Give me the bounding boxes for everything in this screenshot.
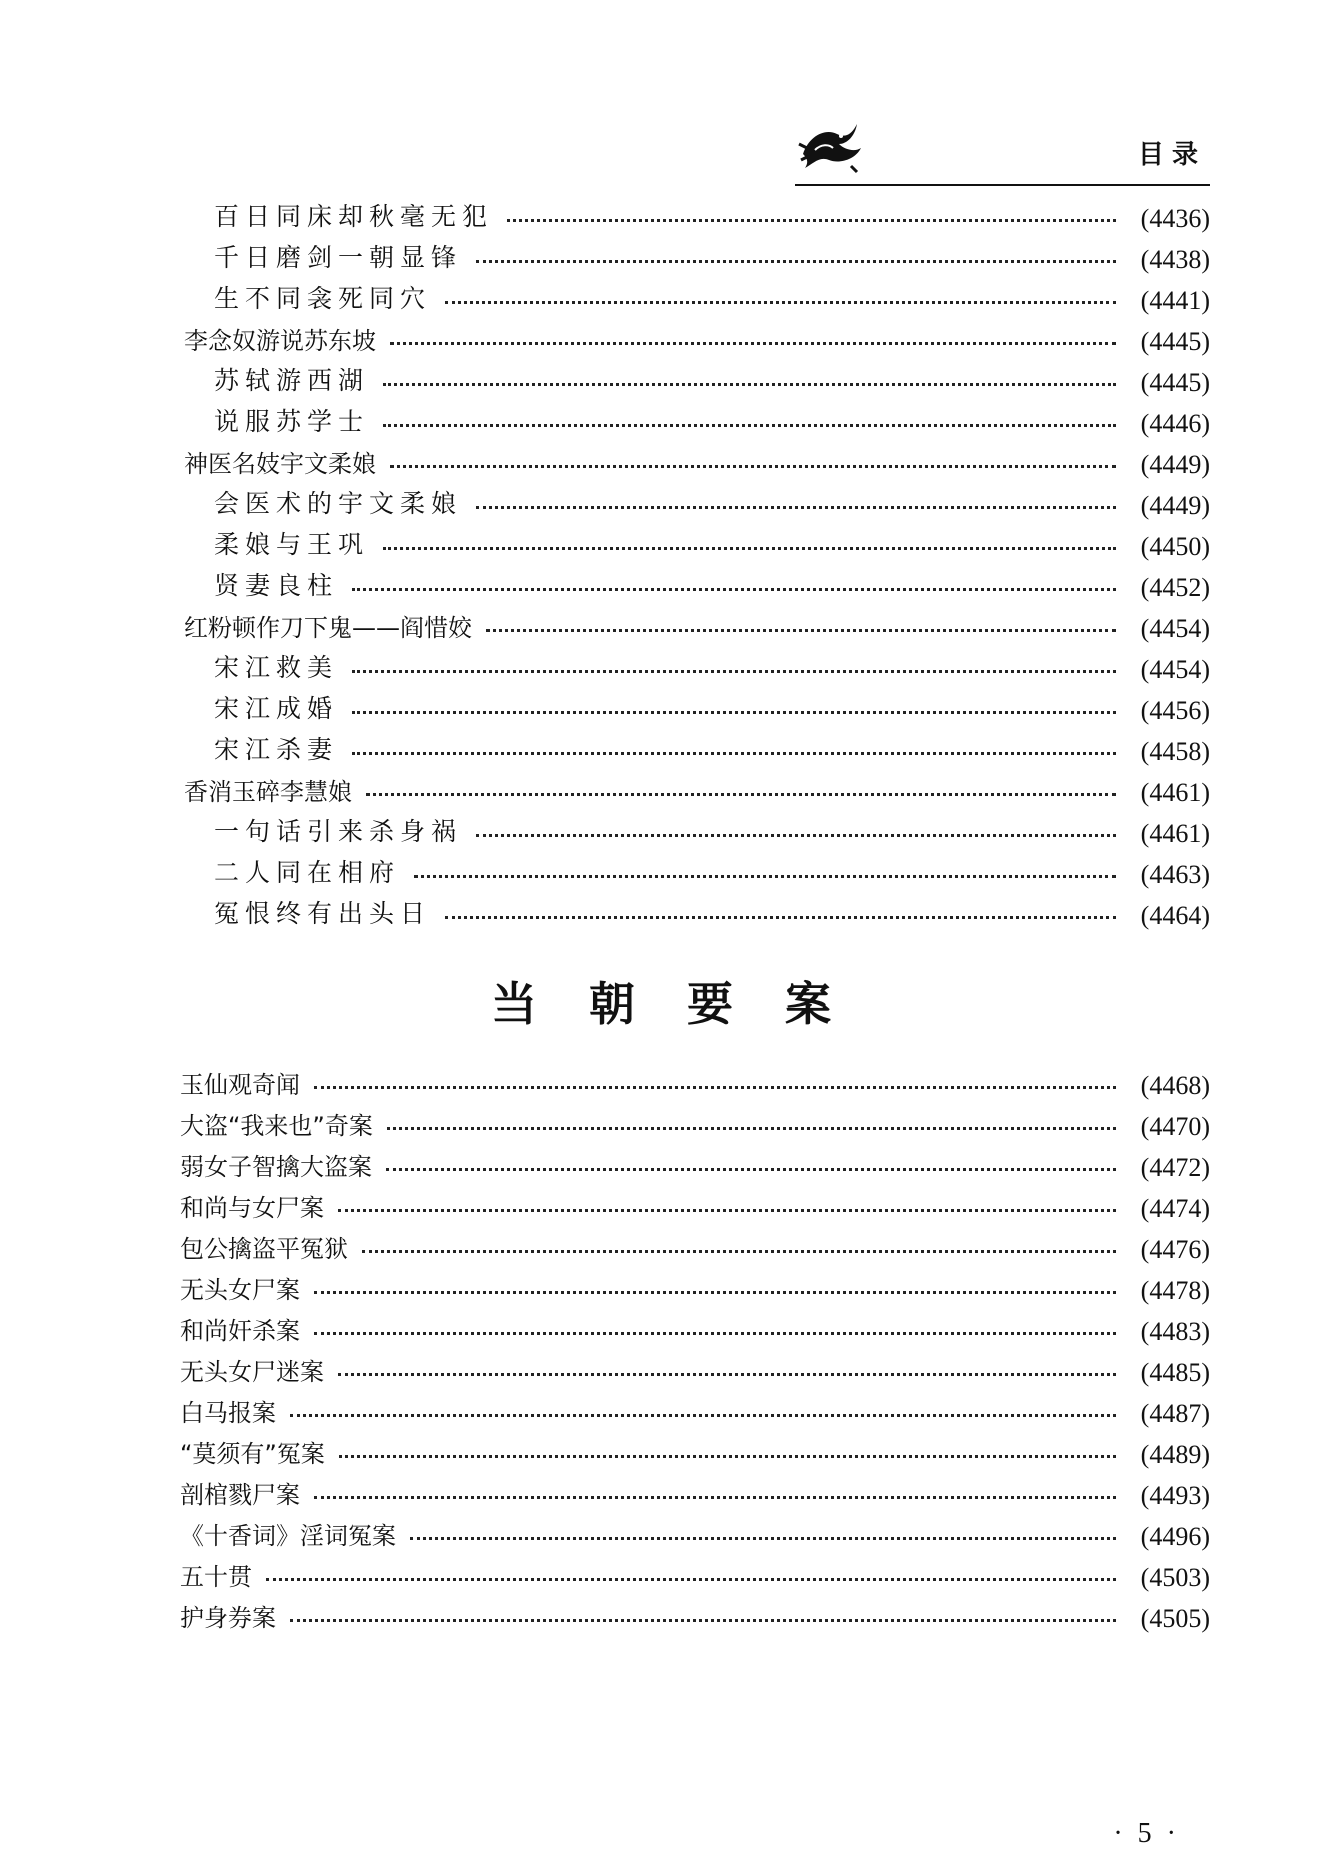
toc-entry-page: (4452) [1140,573,1210,602]
toc-entry-page: (4450) [1140,532,1210,561]
dot-leader [362,1250,1116,1253]
toc-entry-title: 千日磨剑一朝显锋 [214,243,463,272]
toc-entry-page: (4476) [1140,1235,1210,1264]
dot-leader [390,465,1116,468]
toc-entry-title: 柔娘与王巩 [214,530,370,559]
toc-entry-page: (4461) [1140,819,1210,848]
toc-entry [184,769,1210,809]
toc-entry [180,1390,1210,1430]
toc-entry-title: 玉仙观奇闻 [180,1070,300,1099]
dot-leader [366,793,1116,796]
toc-entry-page: (4454) [1140,655,1210,684]
page-title: 目录 [1137,140,1206,170]
toc-entry-title: 香消玉碎李慧娘 [184,777,352,806]
toc-entry-title: 《十香词》淫词冤案 [180,1521,396,1550]
toc-entry-page: (4468) [1140,1071,1210,1100]
toc-entry [184,441,1210,481]
dot-leader [352,670,1116,673]
toc-entry [214,359,1210,399]
toc-entry-title: 和尚与女尸案 [180,1193,324,1222]
toc-entry-title: 百日同床却秋毫无犯 [214,202,494,231]
toc-entry-title: 苏轼游西湖 [214,366,370,395]
toc-entry-title: 生不同衾死同穴 [214,284,432,313]
toc-entry-title: 无头女尸案 [180,1275,300,1304]
toc-entry [214,728,1210,768]
page-number: · 5 · [1113,1818,1180,1849]
dot-leader [338,1373,1116,1376]
toc-entry-title: “莫须有”冤案 [180,1439,325,1468]
toc-entry [180,1185,1210,1225]
toc-entry-title: 说服苏学士 [214,407,370,436]
toc-entry-page: (4485) [1140,1358,1210,1387]
dot-leader [476,506,1116,509]
toc-entry [214,810,1210,850]
toc-entry-page: (4463) [1140,860,1210,889]
dot-leader [476,834,1116,837]
toc-entry-title: 大盗“我来也”奇案 [180,1111,373,1140]
dot-leader [387,1127,1116,1130]
toc-entry-page: (4483) [1140,1317,1210,1346]
toc-entry [180,1472,1210,1512]
toc-entry-page: (4487) [1140,1399,1210,1428]
toc-entry-page: (4454) [1140,614,1210,643]
toc-entry [180,1349,1210,1389]
toc-entry-title: 白马报案 [180,1398,276,1427]
toc-entry-title: 剖棺戮尸案 [180,1480,300,1509]
toc-entry [214,564,1210,604]
dot-leader [290,1414,1116,1417]
page-header [795,108,1210,186]
toc-entry-page: (4503) [1140,1563,1210,1592]
dot-leader [383,383,1116,386]
toc-entry-title: 冤恨终有出头日 [214,899,432,928]
toc-entry [214,482,1210,522]
dot-leader [414,875,1116,878]
toc-entry-title: 宋江杀妻 [214,735,339,764]
toc-entry [184,318,1210,358]
toc-entry [214,851,1210,891]
dot-leader [352,588,1116,591]
toc-entry-page: (4493) [1140,1481,1210,1510]
toc-entry-page: (4470) [1140,1112,1210,1141]
toc-entry-title: 神医名妓宇文柔娘 [184,449,376,478]
toc-entry-title: 宋江救美 [214,653,339,682]
toc-entry [214,400,1210,440]
dot-leader [314,1332,1116,1335]
dot-leader [507,219,1116,222]
toc-entry-title: 红粉顿作刀下鬼——阎惜姣 [184,613,472,642]
toc-entry-page: (4464) [1140,901,1210,930]
dot-leader [352,711,1116,714]
toc-entry [214,687,1210,727]
toc-entry [180,1226,1210,1266]
dot-leader [338,1209,1116,1212]
toc-entry [180,1062,1210,1102]
toc-entry [180,1513,1210,1553]
toc-entry-page: (4445) [1140,368,1210,397]
dot-leader [386,1168,1116,1171]
toc-entry-page: (4472) [1140,1153,1210,1182]
toc-entry [214,195,1210,235]
toc-entry [180,1267,1210,1307]
toc-entry-page: (4505) [1140,1604,1210,1633]
toc-entry-page: (4474) [1140,1194,1210,1223]
toc-entry-title: 五十贯 [180,1562,252,1591]
toc-entry-title: 二人同在相府 [214,858,401,887]
toc-entry-page: (4478) [1140,1276,1210,1305]
toc-entry-page: (4446) [1140,409,1210,438]
toc-entry [184,605,1210,645]
toc-entry-title: 弱女子智擒大盗案 [180,1152,372,1181]
toc-entry [180,1554,1210,1594]
dot-leader [266,1578,1116,1581]
toc-entry-page: (4449) [1140,491,1210,520]
dot-leader [410,1537,1116,1540]
dot-leader [352,752,1116,755]
toc-entry-title: 宋江成婚 [214,694,339,723]
dot-leader [445,301,1116,304]
toc-entry [214,277,1210,317]
toc-entry [180,1308,1210,1348]
dot-leader [339,1455,1116,1458]
dot-leader [290,1619,1116,1622]
dot-leader [314,1496,1116,1499]
dot-leader [383,547,1116,550]
dot-leader [314,1086,1116,1089]
toc-entry-title: 包公擒盗平冤狱 [180,1234,348,1263]
dragon-emblem-icon [795,114,865,174]
toc-entry-page: (4445) [1140,327,1210,356]
toc-entry [180,1144,1210,1184]
toc-entry-title: 李念奴游说苏东坡 [184,326,376,355]
toc-entry-page: (4436) [1140,204,1210,233]
toc-entry-page: (4449) [1140,450,1210,479]
toc-entry-page: (4461) [1140,778,1210,807]
toc-entry-page: (4441) [1140,286,1210,315]
toc-entry-page: (4496) [1140,1522,1210,1551]
toc-entry [214,523,1210,563]
toc-entry-title: 和尚奸杀案 [180,1316,300,1345]
dot-leader [390,342,1116,345]
dot-leader [314,1291,1116,1294]
section-heading: 当朝要案 [491,977,883,1031]
toc-entry [214,892,1210,932]
dot-leader [486,629,1116,632]
toc-entry-page: (4456) [1140,696,1210,725]
toc-entry-page: (4489) [1140,1440,1210,1469]
toc-entry-page: (4458) [1140,737,1210,766]
toc-entry [180,1103,1210,1143]
toc-entry [180,1431,1210,1471]
toc-entry-title: 一句话引来杀身祸 [214,817,463,846]
toc-entry-title: 贤妻良柱 [214,571,339,600]
toc-entry [214,646,1210,686]
toc-entry [180,1595,1210,1635]
toc-entry-title: 无头女尸迷案 [180,1357,324,1386]
toc-entry-title: 会医术的宇文柔娘 [214,489,463,518]
toc-entry-page: (4438) [1140,245,1210,274]
toc-entry [214,236,1210,276]
toc-entry-title: 护身券案 [180,1603,276,1632]
dot-leader [476,260,1116,263]
dot-leader [383,424,1116,427]
dot-leader [445,916,1116,919]
